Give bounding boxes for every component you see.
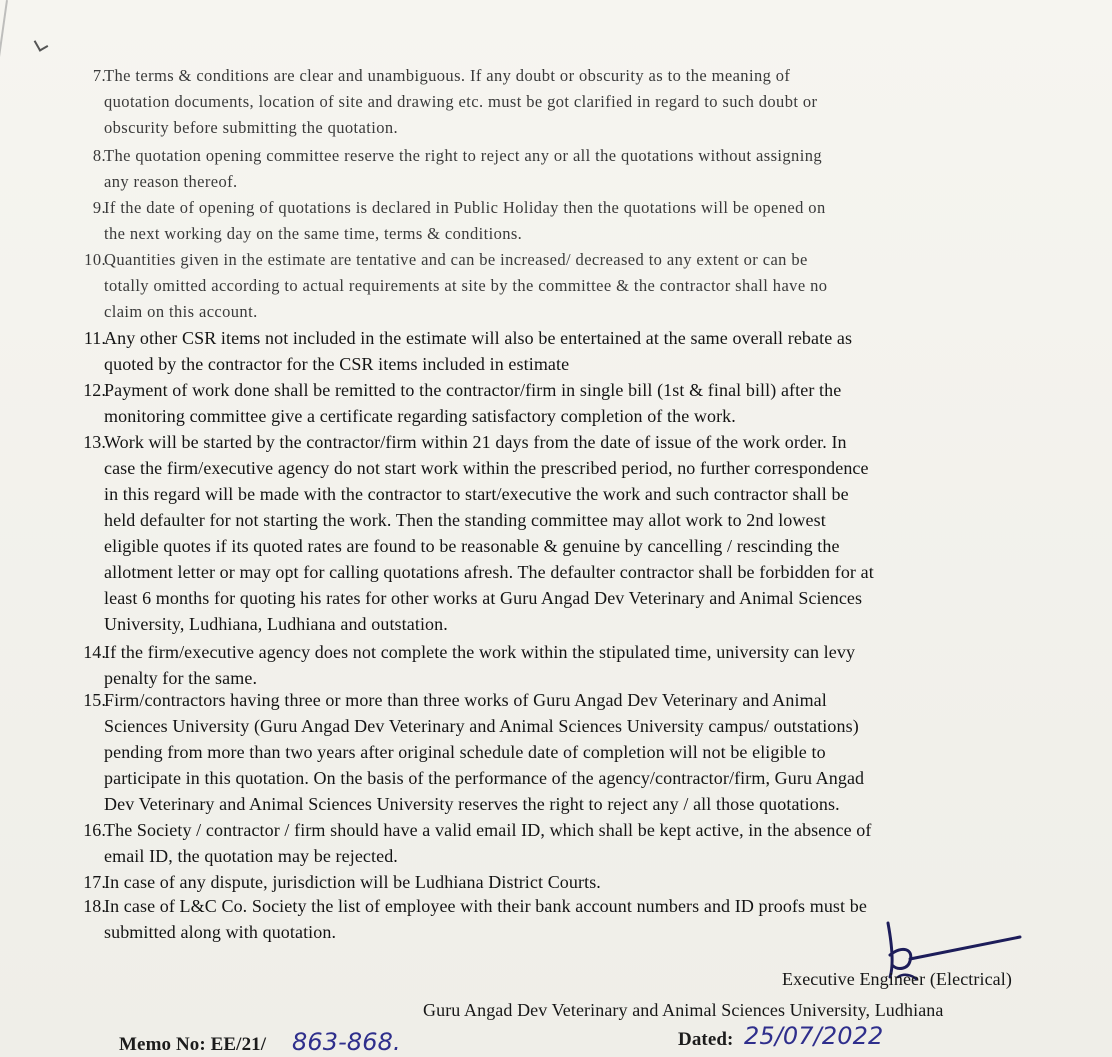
term-number: 11. — [83, 328, 106, 348]
term-text-line: Work will be started by the contractor/firm within 21 days from the date of issue of the work order. In — [104, 432, 847, 452]
term-text-line: In case of any dispute, jurisdiction will be Ludhiana District Courts. — [104, 872, 601, 892]
term-text-line: Dev Veterinary and Animal Sciences University reserves the right to reject any / all those quotations. — [104, 794, 840, 814]
term-text-line: submitted along with quotation. — [104, 922, 337, 942]
term-text-line: monitoring committee give a certificate regarding satisfactory completion of the work. — [104, 406, 736, 426]
term-number: 10. — [84, 250, 106, 269]
term-text-line: in this regard will be made with the contractor to start/executive the work and such contractor shall be — [104, 484, 849, 504]
term-text-line: case the firm/executive agency do not start work within the prescribed period, no further correspondence — [104, 458, 869, 478]
term-text-line: Quantities given in the estimate are tentative and can be increased/ decreased to any extent or can be — [104, 250, 808, 269]
term-text-line: Firm/contractors having three or more than three works of Guru Angad Dev Veterinary and Animal — [104, 690, 827, 710]
term-text-line: If the firm/executive agency does not complete the work within the stipulated time, university can levy — [104, 642, 856, 662]
term-text-line: obscurity before submitting the quotation. — [104, 118, 399, 137]
term-text-line: University, Ludhiana, Ludhiana and outstation. — [104, 614, 448, 634]
pen-mark — [34, 36, 49, 51]
term-text-line: totally omitted according to actual requirements at site by the committee & the contractor shall have no — [104, 276, 828, 295]
term-text-line: the next working day on the same time, terms & conditions. — [104, 224, 523, 243]
term-number: 15. — [83, 690, 106, 710]
memo-label: Memo No: EE/21/ — [119, 1034, 267, 1055]
term-text-line: participate in this quotation. On the basis of the performance of the agency/contractor/firm, Guru Angad — [104, 768, 865, 788]
term-text-line: Sciences University (Guru Angad Dev Veterinary and Animal Sciences University campus/ outstations) — [104, 716, 859, 736]
dated-label: Dated: — [678, 1029, 734, 1050]
term-text-line: email ID, the quotation may be rejected. — [104, 846, 398, 866]
date-handwritten: 25/07/2022 — [744, 1022, 884, 1050]
term-number: 17. — [83, 872, 106, 892]
term-text-line: Any other CSR items not included in the estimate will also be entertained at the same overall rebate as — [104, 328, 853, 348]
page-edge-shadow — [0, 0, 8, 149]
term-text-line: The quotation opening committee reserve the right to reject any or all the quotations without assigning — [104, 146, 822, 165]
term-text-line: pending from more than two years after original schedule date of completion will not be eligible to — [104, 742, 826, 762]
term-number: 18. — [83, 896, 106, 916]
term-text-line: least 6 months for quoting his rates for other works at Guru Angad Dev Veterinary and Animal Sciences — [104, 588, 863, 608]
term-text-line: Payment of work done shall be remitted to the contractor/firm in single bill (1st & final bill) after the — [104, 380, 842, 400]
term-text-line: claim on this account. — [104, 302, 258, 321]
term-number: 9. — [92, 198, 106, 217]
term-text-line: any reason thereof. — [104, 172, 238, 191]
term-number: 13. — [83, 432, 106, 452]
term-number: 7. — [92, 66, 106, 85]
term-number: 14. — [83, 642, 106, 662]
term-text-line: held defaulter for not starting the work. Then the standing committee may allot work to 2nd lowest — [104, 510, 826, 530]
term-number: 16. — [83, 820, 106, 840]
designation: Executive Engineer (Electrical) — [782, 969, 1012, 989]
term-text-line: quotation documents, location of site and drawing etc. must be got clarified in regard to such doubt or — [104, 92, 818, 111]
organization: Guru Angad Dev Veterinary and Animal Sciences University, Ludhiana — [423, 1000, 944, 1020]
term-number: 8. — [92, 146, 106, 165]
term-text-line: If the date of opening of quotations is declared in Public Holiday then the quotations will be opened on — [104, 198, 826, 217]
term-number: 12. — [83, 380, 106, 400]
term-text-line: The terms & conditions are clear and unambiguous. If any doubt or obscurity as to the meaning of — [104, 66, 791, 85]
term-text-line: In case of L&C Co. Society the list of employee with their bank account numbers and ID proofs must be — [104, 896, 867, 916]
memo-number-handwritten: 863-868. — [292, 1028, 401, 1056]
term-text-line: eligible quotes if its quoted rates are found to be reasonable & genuine by cancelling / rescinding the — [104, 536, 840, 556]
term-text-line: penalty for the same. — [104, 668, 258, 688]
term-text-line: quoted by the contractor for the CSR items included in estimate — [104, 354, 570, 374]
term-text-line: allotment letter or may opt for calling quotations afresh. The defaulter contractor shall be forbidden for at — [104, 562, 874, 582]
term-text-line: The Society / contractor / firm should have a valid email ID, which shall be kept active, in the absence of — [104, 820, 872, 840]
